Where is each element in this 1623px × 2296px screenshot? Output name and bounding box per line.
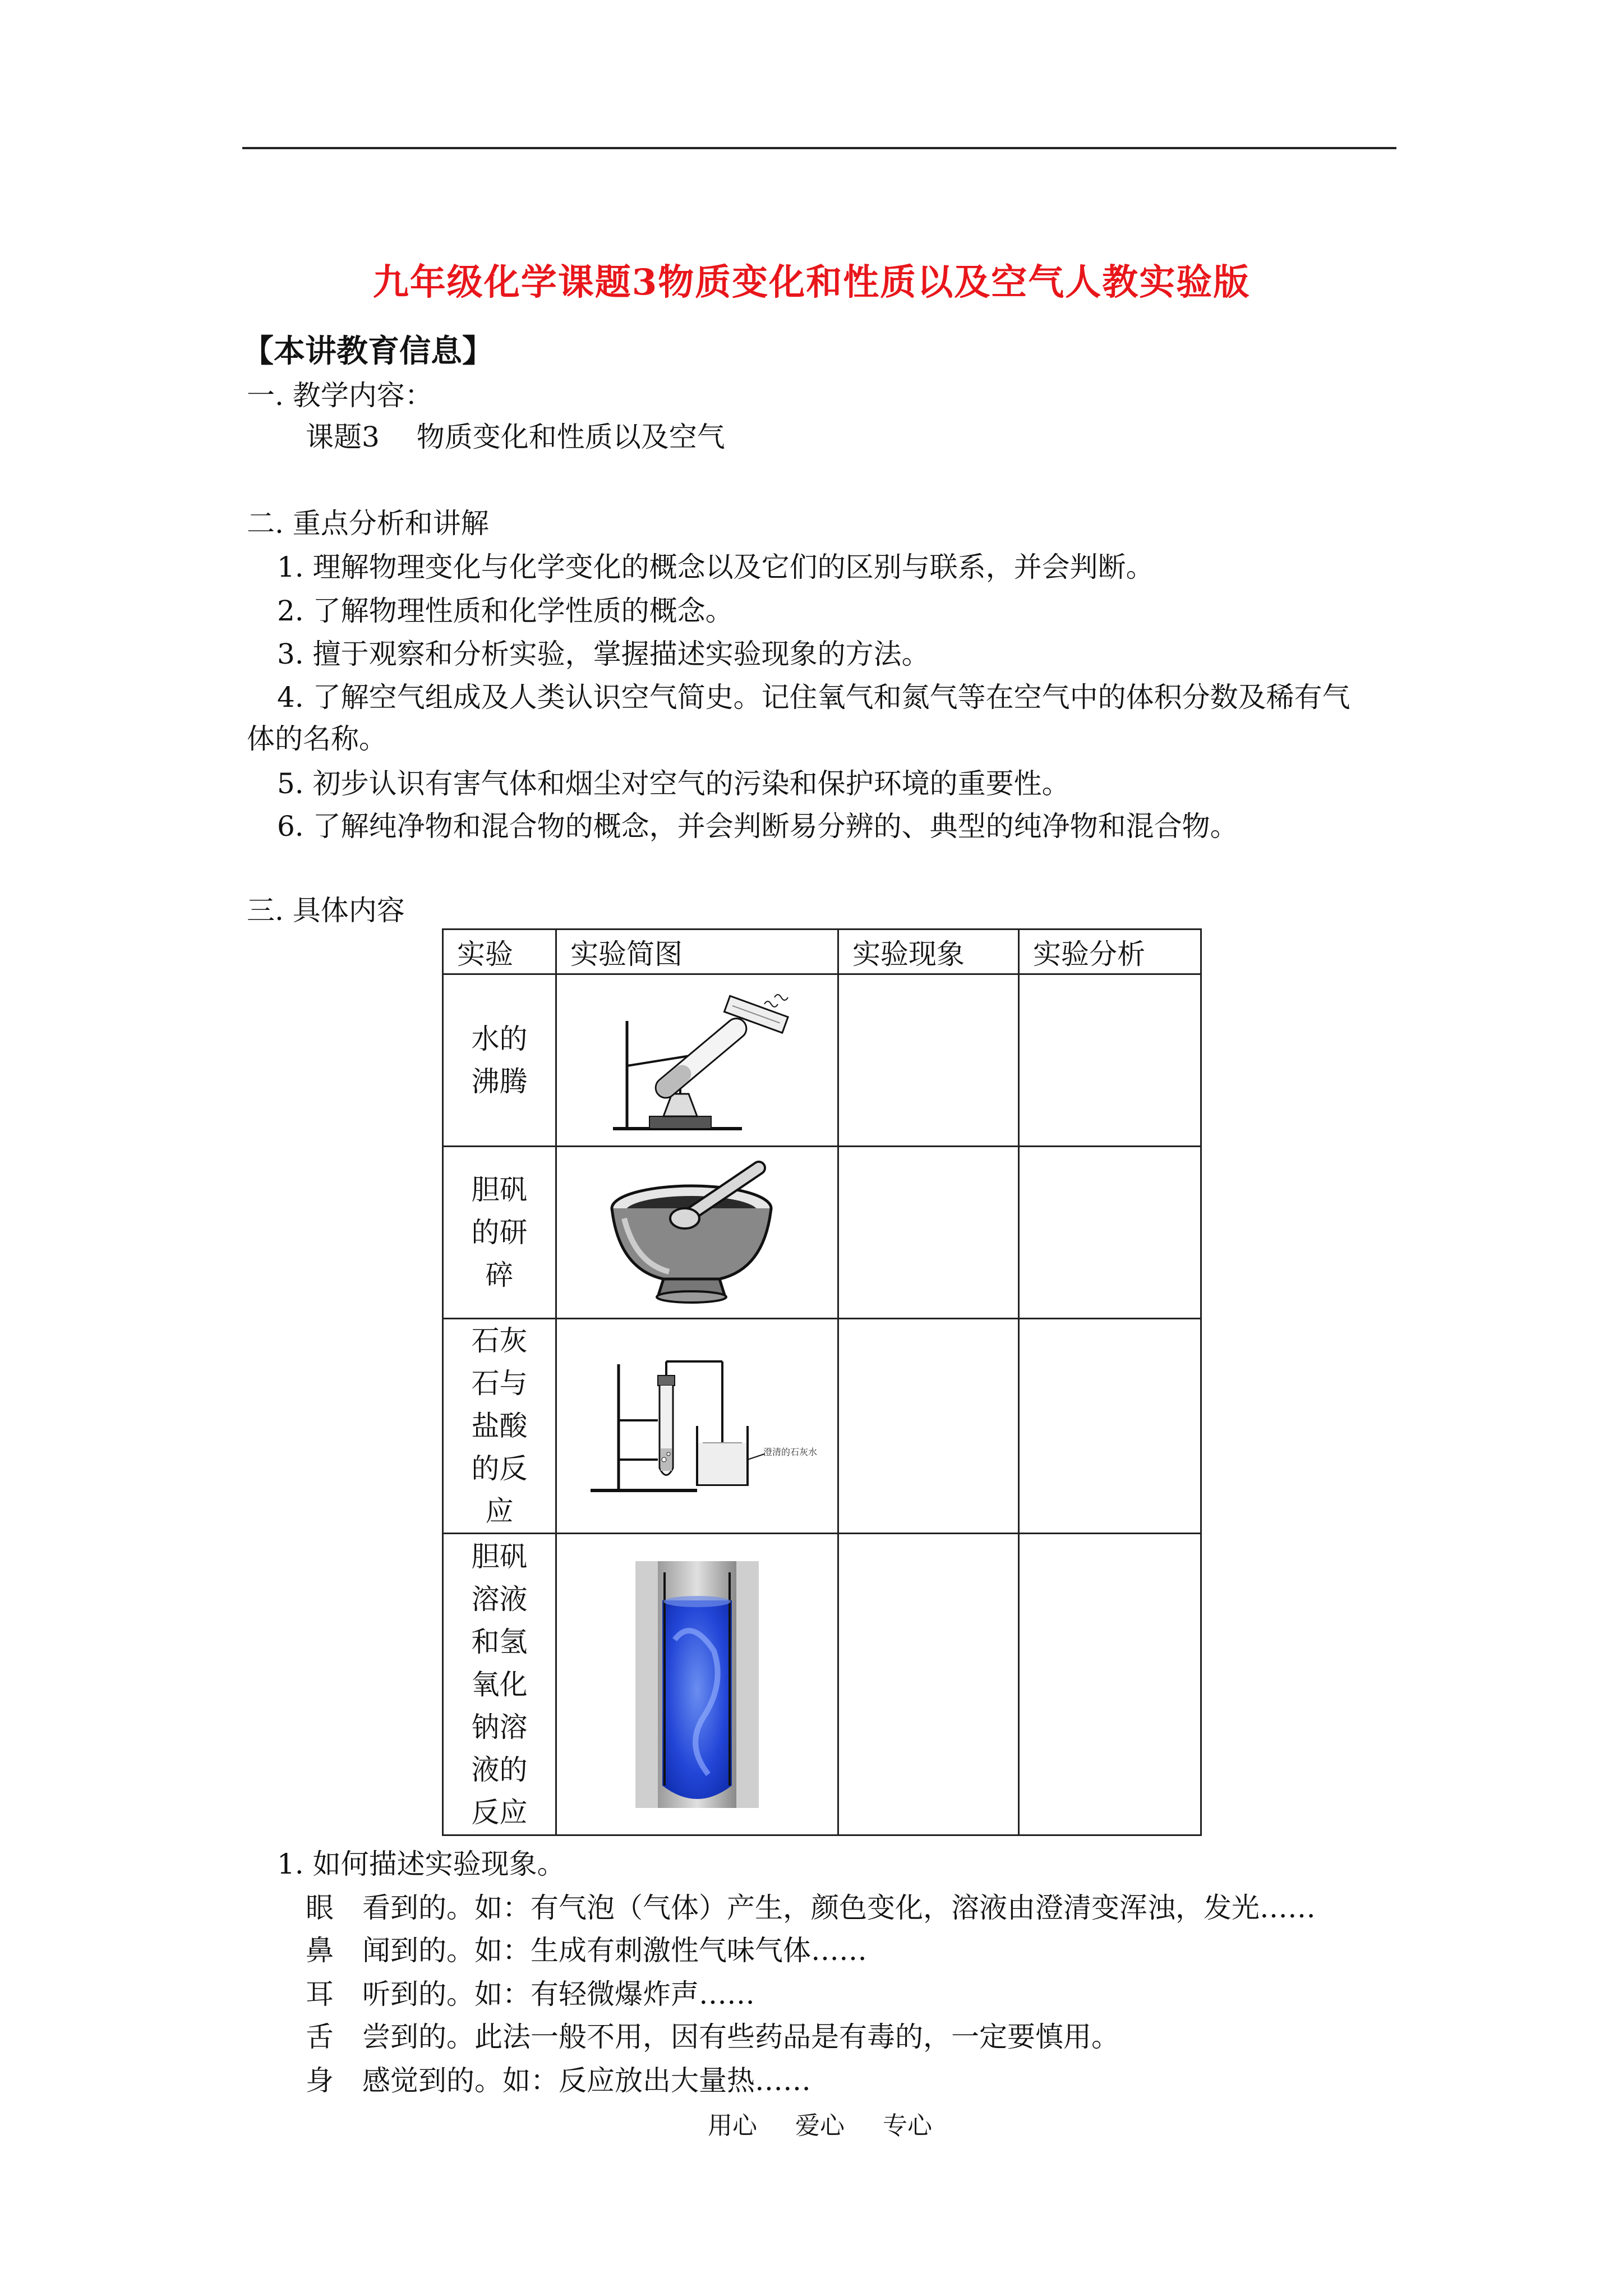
objective-item: 3. 擅于观察和分析实验，掌握描述实验现象的方法。 [277, 638, 930, 670]
footer-text: 专心 [883, 2111, 932, 2140]
part2-heading: 二. 重点分析和讲解 [247, 507, 489, 540]
observation-cell[interactable] [838, 1147, 1019, 1319]
footer-text: 爱心 [795, 2111, 845, 2140]
sense-ear-label: 耳 [306, 1978, 334, 2010]
experiment-name: 水的 沸腾 [443, 974, 556, 1147]
sense-ear-text: 听到的。如：有轻微爆炸声…… [362, 1978, 755, 2010]
sense-body-label: 身 [306, 2064, 334, 2097]
objective-item: 2. 了解物理性质和化学性质的概念。 [277, 595, 734, 627]
sense-nose-label: 鼻 [306, 1934, 334, 1967]
header-rule [242, 147, 1396, 149]
objective-item: 1. 理解物理变化与化学变化的概念以及它们的区别与联系，并会判断。 [277, 551, 1154, 583]
table-row [443, 1147, 1201, 1319]
table-header: 实验 [443, 930, 556, 974]
sense-tongue-label: 舌 [306, 2021, 334, 2053]
objective-item: 6. 了解纯净物和混合物的概念，并会判断易分辨的、典型的纯净物和混合物。 [277, 810, 1238, 843]
objective-item-continued: 体的名称。 [247, 723, 387, 755]
table-row [443, 1534, 1201, 1835]
section-header: 【本讲教育信息】 [242, 333, 494, 370]
experiment-name: 胆矾 的研 碎 [443, 1147, 556, 1319]
analysis-cell[interactable] [1019, 974, 1201, 1147]
experiment-picture-cell [556, 974, 838, 1147]
limestone-acid-apparatus-icon [585, 1347, 818, 1504]
table-header: 实验分析 [1019, 930, 1201, 974]
senses-heading: 1. 如何描述实验现象。 [277, 1848, 565, 1880]
experiment-name: 胆矾 溶液 和氢 氧化 钠溶 液的 反应 [443, 1534, 556, 1835]
experiment-table [442, 928, 1202, 1836]
sense-eye-text: 看到的。如：有气泡（气体）产生，颜色变化，溶液由澄清变浑浊，发光…… [362, 1892, 1316, 1924]
objective-item: 4. 了解空气组成及人类认识空气简史。记住氧气和氮气等在空气中的体积分数及稀有气 [277, 681, 1350, 714]
table-row [443, 974, 1201, 1147]
observation-cell[interactable] [838, 1534, 1019, 1835]
observation-cell[interactable] [838, 974, 1019, 1147]
page-title: 九年级化学课题3物质变化和性质以及空气人教实验版 [372, 261, 1251, 303]
part3-heading: 三. 具体内容 [247, 894, 405, 927]
experiment-name: 石灰 石与 盐酸 的反 应 [443, 1319, 556, 1534]
table-header-row [443, 930, 1201, 974]
experiment-picture-cell [556, 1319, 838, 1534]
analysis-cell[interactable] [1019, 1319, 1201, 1534]
analysis-cell[interactable] [1019, 1147, 1201, 1319]
sense-eye-label: 眼 [306, 1892, 334, 1924]
objective-item: 5. 初步认识有害气体和烟尘对空气的污染和保护环境的重要性。 [277, 767, 1070, 800]
boiling-water-apparatus-icon [596, 982, 798, 1139]
part1-heading: 一. 教学内容： [247, 379, 433, 412]
sense-tongue-text: 尝到的。此法一般不用，因有些药品是有毒的，一定要慎用。 [362, 2021, 1119, 2053]
analysis-cell[interactable] [1019, 1534, 1201, 1835]
sense-nose-text: 闻到的。如：生成有刺激性气味气体…… [362, 1934, 867, 1967]
table-header: 实验现象 [838, 930, 1019, 974]
footer-text: 用心 [708, 2111, 757, 2140]
beaker-label: 澄清的石灰水 [763, 1447, 818, 1457]
mortar-pestle-icon [602, 1157, 792, 1308]
blue-test-tube-icon [635, 1561, 759, 1808]
table-row [443, 1319, 1201, 1534]
observation-cell[interactable] [838, 1319, 1019, 1534]
experiment-picture-cell [556, 1147, 838, 1319]
table-header: 实验简图 [556, 930, 838, 974]
part1-content: 课题3 物质变化和性质以及空气 [306, 421, 725, 453]
sense-body-text: 感觉到的。如：反应放出大量热…… [362, 2064, 811, 2097]
experiment-picture-cell [556, 1534, 838, 1835]
